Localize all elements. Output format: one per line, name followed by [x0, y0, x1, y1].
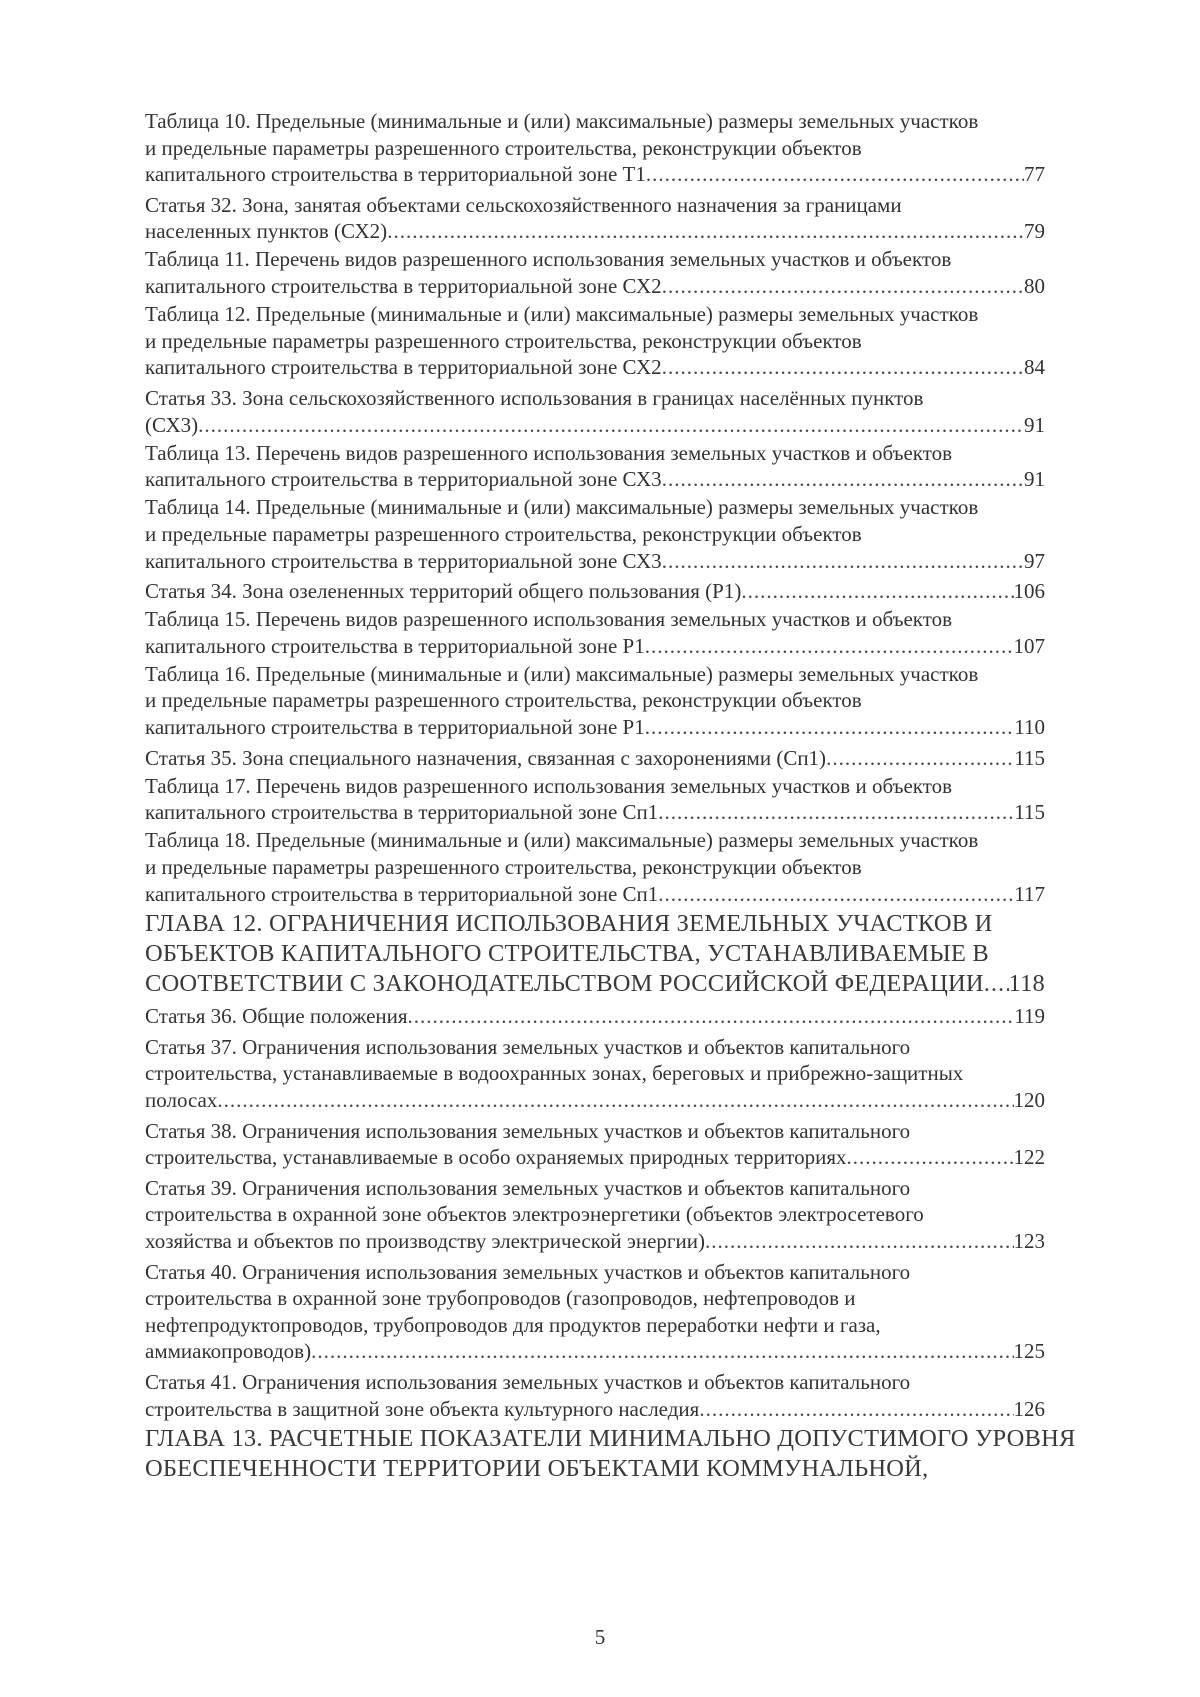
toc-entry-line — [145, 687, 1045, 714]
toc-entry-text: Таблица 10. Предельные (минимальные и (или) максимальные) размеры земельных участков — [145, 109, 979, 133]
dot-leader — [662, 273, 1024, 300]
toc-entry-line — [145, 1144, 1045, 1171]
toc-entry-line — [145, 354, 1045, 381]
toc-entry-article — [145, 1118, 1045, 1171]
toc-entry-line — [145, 606, 1045, 633]
toc-entry-text: капитального строительства в территориальной зоне СХ2 — [145, 355, 662, 380]
toc-entry-line — [145, 1175, 1045, 1202]
toc-entry-text: Таблица 14. Предельные (минимальные и (или) максимальные) размеры земельных участков — [145, 495, 979, 520]
toc-entry-line — [145, 745, 1045, 772]
toc-page-number: 84 — [1024, 355, 1045, 380]
toc-entry-line — [145, 135, 1045, 162]
toc-entry-text: Статья 32. Зона, занятая объектами сельскохозяйственного назначения за границами — [145, 192, 902, 217]
toc-entry-line — [145, 661, 1045, 688]
toc-entry-table — [145, 246, 1045, 299]
toc-entry-text: ГЛАВА 12. ОГРАНИЧЕНИЯ ИСПОЛЬЗОВАНИЯ ЗЕМЕЛЬНЫХ УЧАСТКОВ И — [145, 910, 993, 938]
toc-page-number: 91 — [1024, 467, 1045, 492]
toc-page-number: 110 — [1014, 715, 1045, 740]
toc-entry-table — [145, 108, 1045, 188]
toc-entry-table — [145, 440, 1045, 493]
toc-entry-text: строительства, устанавливаемые в водоохранных зонах, береговых и прибрежно-защитных — [145, 1061, 964, 1086]
toc-page-number: 115 — [1014, 800, 1045, 825]
toc-entry-text: и предельные параметры разрешенного строительства, реконструкции объектов — [145, 135, 862, 160]
toc-entry-text: Статья 35. Зона специального назначения, связанная с захоронениями (Сп1) — [145, 745, 827, 770]
toc-entry-text: хозяйства и объектов по производству электрической энергии) — [145, 1228, 706, 1253]
table-of-contents — [145, 108, 1076, 1488]
toc-entry-text: Таблица 16. Предельные (минимальные и (или) максимальные) размеры земельных участков — [145, 661, 979, 686]
toc-entry-line — [145, 633, 1045, 660]
dot-leader — [741, 578, 1013, 605]
page-number: 5 — [594, 1625, 606, 1649]
toc-entry-text: капитального строительства в территориальной зоне Т1 — [145, 162, 646, 187]
toc-entry-chapter — [145, 1424, 1076, 1484]
toc-entry-line — [145, 246, 1045, 273]
toc-entry-line — [145, 1034, 1045, 1061]
dot-leader — [699, 1396, 1013, 1423]
toc-entry-line — [145, 385, 1045, 412]
toc-entry-text: ОБЪЕКТОВ КАПИТАЛЬНОГО СТРОИТЕЛЬСТВА, УСТАНАВЛИВАЕМЫЕ В — [145, 940, 989, 968]
toc-entry-line — [145, 1003, 1045, 1030]
toc-entry-text: Статья 39. Ограничения использования земельных участков и объектов капитального — [145, 1175, 911, 1200]
toc-entry-line — [145, 1118, 1045, 1145]
toc-entry-line — [145, 440, 1045, 467]
toc-entry-line — [145, 1312, 1045, 1339]
toc-entry-text: Таблица 15. Перечень видов разрешенного использования земельных участков и объектов — [145, 607, 953, 632]
toc-entry-line — [145, 412, 1045, 439]
toc-entry-text: капитального строительства в территориальной зоне Р1 — [145, 715, 645, 740]
toc-entry-line — [145, 827, 1045, 854]
toc-entry-table — [145, 301, 1045, 381]
toc-page-number: 79 — [1024, 219, 1045, 244]
toc-entry-line — [145, 1396, 1045, 1423]
toc-entry-table — [145, 827, 1045, 907]
dot-leader — [387, 218, 1024, 245]
toc-entry-text: населенных пунктов (СХ2) — [145, 219, 388, 244]
toc-entry-article — [145, 1259, 1045, 1365]
toc-entry-line — [145, 192, 1045, 219]
toc-entry-text: капитального строительства в территориальной зоне Сп1 — [145, 800, 659, 825]
dot-leader — [984, 969, 1009, 999]
toc-entry-text: полосах — [145, 1088, 218, 1112]
dot-leader — [645, 714, 1015, 741]
toc-page-number: 107 — [1013, 633, 1045, 658]
toc-entry-text: строительства в охранной зоне трубопроводов (газопроводов, нефтепроводов и — [145, 1286, 856, 1311]
toc-page-number: 91 — [1024, 412, 1045, 437]
toc-entry-text: Статья 40. Ограничения использования земельных участков и объектов капитального — [145, 1259, 911, 1284]
toc-entry-line — [145, 301, 1045, 328]
toc-entry-line — [145, 218, 1045, 245]
toc-entry-text: Статья 34. Зона озелененных территорий общего пользования (Р1) — [145, 579, 742, 604]
toc-entry-article — [145, 578, 1045, 605]
toc-page-number: 123 — [1013, 1228, 1045, 1253]
toc-entry-line — [145, 578, 1045, 605]
toc-page-number: 115 — [1014, 745, 1045, 770]
toc-entry-text: строительства в охранной зоне объектов электроэнергетики (объектов электросетевого — [145, 1202, 924, 1227]
toc-entry-text: Таблица 12. Предельные (минимальные и (или) максимальные) размеры земельных участков — [145, 302, 979, 327]
toc-entry-line — [145, 548, 1045, 575]
dot-leader — [662, 548, 1024, 575]
dot-leader — [198, 412, 1024, 439]
toc-entry-line — [145, 1424, 1076, 1454]
dot-leader — [847, 1144, 1014, 1171]
toc-entry-text: ОБЕСПЕЧЕННОСТИ ТЕРРИТОРИИ ОБЪЕКТАМИ КОММУНАЛЬНОЙ, — [145, 1455, 929, 1483]
dot-leader — [645, 633, 1014, 660]
toc-entry-article — [145, 745, 1045, 772]
toc-page-number: 97 — [1024, 548, 1045, 573]
toc-entry-text: Статья 38. Ограничения использования земельных участков и объектов капитального — [145, 1118, 911, 1143]
toc-page-number: 126 — [1013, 1396, 1045, 1421]
toc-entry-text: и предельные параметры разрешенного строительства, реконструкции объектов — [145, 855, 862, 880]
toc-entry-text: Статья 37. Ограничения использования земельных участков и объектов капитального — [145, 1034, 911, 1059]
toc-entry-line — [145, 273, 1045, 300]
toc-page-number: 117 — [1014, 881, 1045, 906]
toc-entry-line — [145, 1201, 1045, 1228]
toc-entry-line — [145, 1369, 1045, 1396]
toc-entry-line — [145, 969, 1045, 999]
toc-entry-line — [145, 1087, 1045, 1114]
toc-entry-line — [145, 881, 1045, 908]
toc-entry-text: и предельные параметры разрешенного строительства, реконструкции объектов — [145, 328, 862, 353]
toc-page-number: 106 — [1013, 579, 1045, 604]
toc-entry-text: капитального строительства в территориальной зоне Сп1 — [145, 881, 659, 906]
dot-leader — [658, 881, 1014, 908]
dot-leader — [217, 1087, 1013, 1114]
toc-entry-article — [145, 1369, 1045, 1422]
toc-entry-table — [145, 606, 1045, 659]
dot-leader — [705, 1228, 1013, 1255]
dot-leader — [662, 466, 1024, 493]
toc-page-number: 80 — [1024, 274, 1045, 299]
toc-page-number: 125 — [1013, 1339, 1045, 1364]
dot-leader — [408, 1003, 1015, 1030]
toc-entry-text: капитального строительства в территориальной зоне Р1 — [145, 633, 645, 658]
toc-entry-article — [145, 1003, 1045, 1030]
toc-entry-line — [145, 1454, 1045, 1484]
toc-entry-article — [145, 192, 1045, 245]
toc-entry-table — [145, 661, 1045, 741]
toc-entry-table — [145, 494, 1045, 574]
toc-entry-chapter — [145, 909, 1045, 999]
toc-entry-text: и предельные параметры разрешенного строительства, реконструкции объектов — [145, 688, 862, 713]
toc-entry-text: капитального строительства в территориальной зоне СХ3 — [145, 467, 662, 492]
toc-entry-text: ГЛАВА 13. РАСЧЕТНЫЕ ПОКАЗАТЕЛИ МИНИМАЛЬНО ДОПУСТИМОГО УРОВНЯ — [145, 1425, 1076, 1453]
toc-entry-text: Статья 36. Общие положения — [145, 1004, 408, 1029]
dot-leader — [826, 745, 1014, 772]
dot-leader — [646, 161, 1024, 188]
dot-leader — [311, 1338, 1013, 1365]
toc-entry-line — [145, 1228, 1045, 1255]
toc-entry-line — [145, 1338, 1045, 1365]
toc-entry-line — [145, 773, 1045, 800]
toc-entry-text: (СХ3) — [145, 412, 199, 437]
toc-entry-line — [145, 108, 1045, 135]
toc-entry-line — [145, 466, 1045, 493]
toc-entry-text: Таблица 17. Перечень видов разрешенного использования земельных участков и объектов — [145, 773, 953, 798]
toc-entry-line — [145, 909, 1045, 939]
toc-entry-table — [145, 773, 1045, 826]
toc-entry-line — [145, 494, 1045, 521]
toc-page-number: 122 — [1013, 1145, 1045, 1170]
toc-entry-line — [145, 854, 1045, 881]
toc-entry-text: Таблица 18. Предельные (минимальные и (или) максимальные) размеры земельных участков — [145, 828, 979, 853]
toc-entry-line — [145, 1060, 1045, 1087]
toc-page-number: 118 — [1008, 970, 1045, 998]
toc-entry-text: Таблица 13. Перечень видов разрешенного использования земельных участков и объектов — [145, 440, 953, 465]
toc-entry-line — [145, 1285, 1045, 1312]
toc-entry-line — [145, 521, 1045, 548]
toc-entry-text: Таблица 11. Перечень видов разрешенного использования земельных участков и объектов — [145, 247, 952, 272]
toc-entry-line — [145, 799, 1045, 826]
toc-entry-text: Статья 41. Ограничения использования земельных участков и объектов капитального — [145, 1369, 911, 1394]
dot-leader — [658, 799, 1014, 826]
toc-entry-text: капитального строительства в территориальной зоне СХ3 — [145, 548, 662, 573]
toc-entry-text: капитального строительства в территориальной зоне СХ2 — [145, 274, 662, 299]
toc-entry-line — [145, 1259, 1045, 1286]
toc-entry-article — [145, 385, 1045, 438]
toc-entry-text: нефтепродуктопроводов, трубопроводов для продуктов переработки нефти и газа, — [145, 1312, 881, 1337]
toc-entry-article — [145, 1034, 1045, 1114]
toc-entry-text: и предельные параметры разрешенного строительства, реконструкции объектов — [145, 521, 862, 546]
toc-entry-line — [145, 939, 1045, 969]
toc-entry-line — [145, 714, 1045, 741]
toc-entry-text: Статья 33. Зона сельскохозяйственного использования в границах населённых пунктов — [145, 385, 924, 410]
toc-page-number: 120 — [1013, 1088, 1045, 1112]
toc-entry-article — [145, 1175, 1045, 1255]
toc-entry-text: СООТВЕТСТВИИ С ЗАКОНОДАТЕЛЬСТВОМ РОССИЙСКОЙ ФЕДЕРАЦИИ — [145, 970, 984, 998]
toc-entry-text: строительства, устанавливаемые в особо охраняемых природных территориях — [145, 1145, 847, 1170]
toc-entry-text: аммиакопроводов) — [145, 1339, 312, 1364]
toc-entry-line — [145, 328, 1045, 355]
dot-leader — [662, 354, 1024, 381]
toc-page-number: 119 — [1014, 1004, 1045, 1029]
toc-entry-line — [145, 161, 1045, 188]
toc-page-number: 77 — [1024, 162, 1045, 187]
toc-entry-text: строительства в защитной зоне объекта культурного наследия — [145, 1396, 700, 1421]
